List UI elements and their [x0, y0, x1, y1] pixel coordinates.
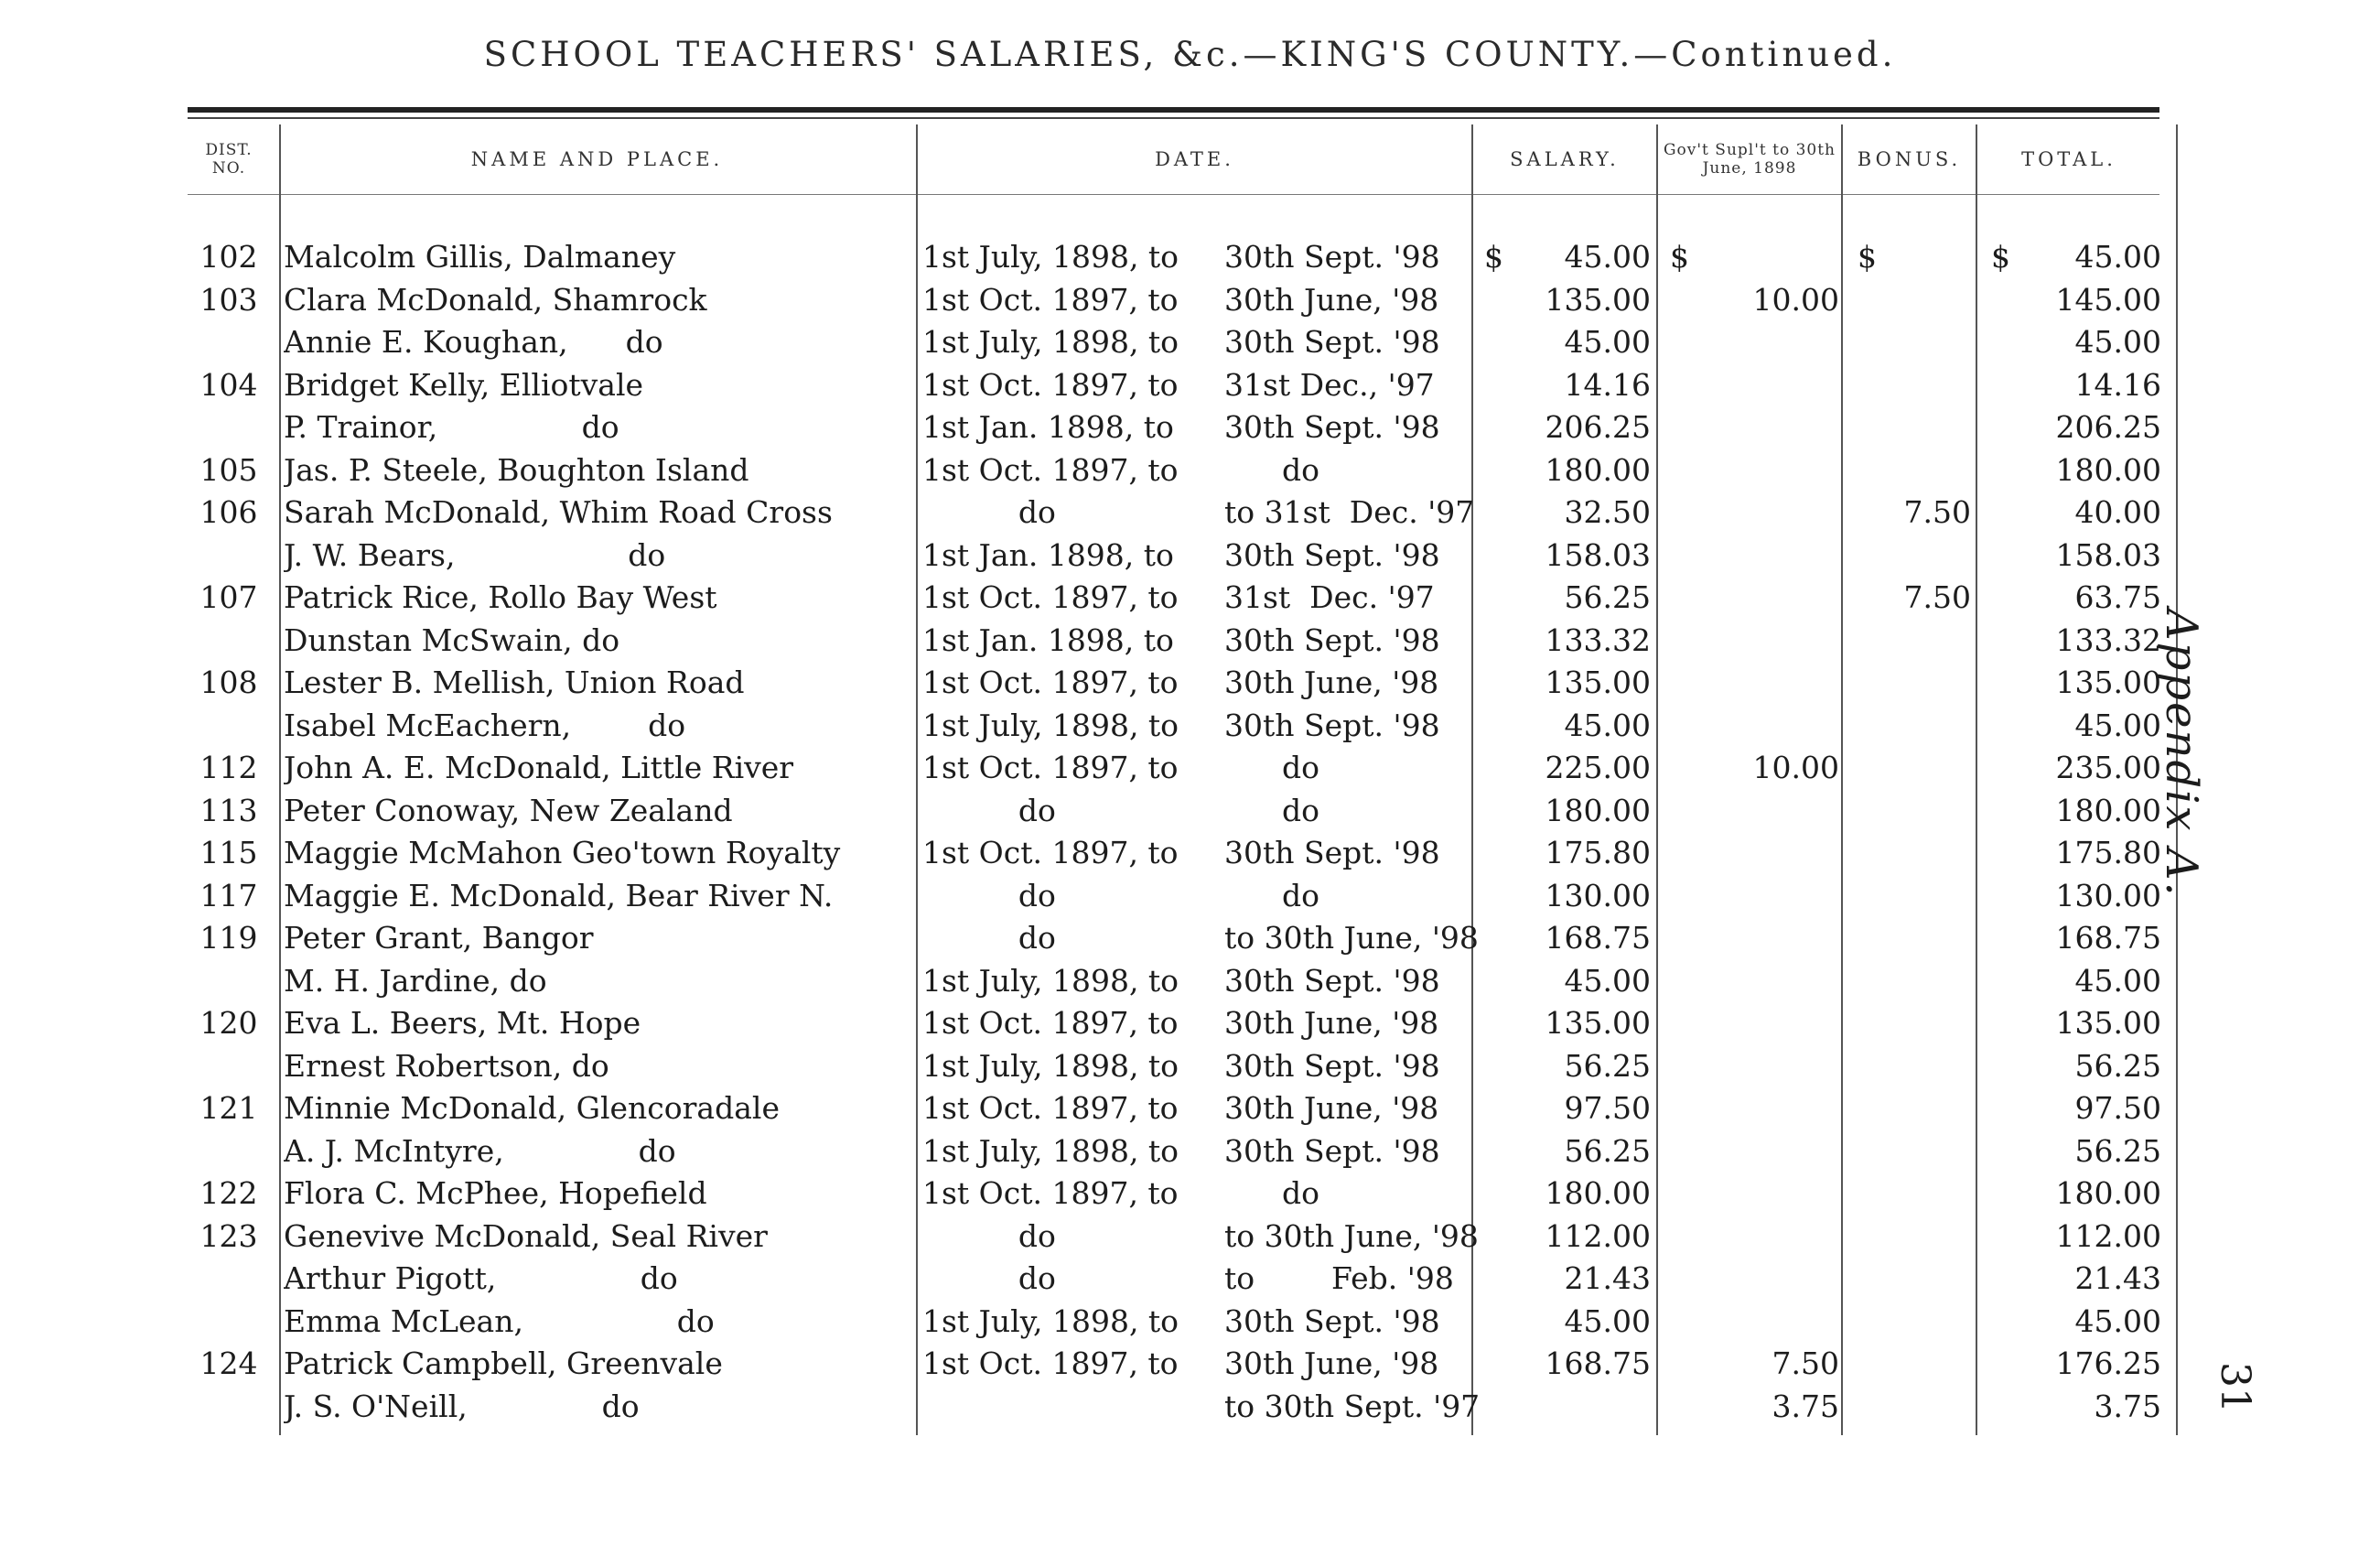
teacher-name-place: Jas. P. Steele, Boughton Island [284, 451, 749, 488]
date-part: 1st Oct. 1897, to [922, 665, 1179, 700]
table-row [0, 1343, 2380, 1386]
salary-value: 56.25 [1564, 1047, 1651, 1084]
total-value: 45.00 [2074, 324, 2161, 360]
total-value: 145.00 [2055, 281, 2161, 318]
date-part: 1st Jan. 1898, to [922, 536, 1174, 573]
date-part: 1st Oct. 1897, to [922, 1005, 1179, 1041]
salary-value: 180.00 [1545, 792, 1651, 828]
teacher-name-place: Annie E. Koughan, do [284, 324, 663, 360]
total-value: 45.00 [2074, 1302, 2161, 1339]
date-part: 30th Sept. '98 [1224, 621, 1440, 658]
teacher-name-place: Maggie McMahon Geo'town Royalty [284, 835, 841, 870]
total-value: 235.00 [2055, 750, 2161, 785]
date-part: 1st Oct. 1897, to [922, 1090, 1179, 1126]
total-value: 130.00 [2055, 877, 2161, 913]
table-row [0, 236, 2380, 279]
table-row [0, 1045, 2380, 1088]
teacher-name-place: Ernest Robertson, do [284, 1047, 609, 1084]
date-part: 1st July, 1898, to [922, 1132, 1179, 1169]
teacher-name-place: Maggie E. McDonald, Bear River N. [284, 877, 834, 913]
salary-value: 56.25 [1564, 1132, 1651, 1169]
teacher-name-place: Lester B. Mellish, Union Road [284, 665, 745, 700]
teacher-name-place: Eva L. Beers, Mt. Hope [284, 1005, 641, 1041]
teacher-name-place: Peter Conoway, New Zealand [284, 792, 733, 828]
date-part: 1st July, 1898, to [922, 962, 1179, 999]
table-row [0, 917, 2380, 960]
date-part: 30th Sept. '98 [1224, 962, 1440, 999]
salary-value: 133.32 [1545, 621, 1651, 658]
header-govt: Gov't Supl't to 30th June, 1898 [1663, 141, 1836, 178]
salary-value: 206.25 [1545, 409, 1651, 445]
date-part: to 30th Sept. '97 [1224, 1388, 1481, 1424]
salary-value: 135.00 [1545, 1005, 1651, 1041]
salary-value: 168.75 [1545, 1345, 1651, 1381]
date-part: 30th Sept. '98 [1224, 324, 1440, 360]
salary-value: 175.80 [1545, 835, 1651, 870]
date-part: 1st July, 1898, to [922, 1302, 1179, 1339]
total-value: 45.00 [2074, 239, 2161, 275]
teacher-name-place: John A. E. McDonald, Little River [284, 750, 794, 785]
total-value: 175.80 [2055, 835, 2161, 870]
table-row [0, 1172, 2380, 1216]
dist-number: 120 [199, 1005, 258, 1041]
date-part: do [1224, 792, 1319, 828]
total-value: 112.00 [2055, 1217, 2161, 1254]
teacher-name-place: Dunstan McSwain, do [284, 621, 620, 658]
dist-number: 107 [199, 579, 258, 615]
salary-value: 180.00 [1545, 451, 1651, 488]
govt-supplement-value: 10.00 [1752, 281, 1839, 318]
table-row [0, 1301, 2380, 1344]
table-row [0, 321, 2380, 364]
dollar-sign: $ [1858, 239, 1877, 275]
date-part: 30th Sept. '98 [1224, 536, 1440, 573]
total-value: 63.75 [2074, 579, 2161, 615]
total-value: 180.00 [2055, 792, 2161, 828]
dollar-sign: $ [1670, 239, 1689, 275]
table-row [0, 1002, 2380, 1045]
teacher-name-place: Clara McDonald, Shamrock [284, 281, 707, 318]
dist-number: 108 [199, 665, 258, 700]
total-value: 133.32 [2055, 621, 2161, 658]
page-number: 31 [2212, 1362, 2258, 1413]
total-value: 135.00 [2055, 665, 2161, 700]
dollar-sign: $ [1991, 239, 2010, 275]
dist-number: 123 [199, 1217, 258, 1254]
dist-number: 117 [199, 877, 258, 913]
teacher-name-place: Flora C. McPhee, Hopefield [284, 1175, 707, 1211]
table-row [0, 662, 2380, 705]
salary-value: 130.00 [1545, 877, 1651, 913]
bonus-value: 7.50 [1903, 494, 1971, 530]
date-part: 30th June, '98 [1224, 1345, 1439, 1381]
salary-value: 45.00 [1564, 962, 1651, 999]
date-part: 1st Oct. 1897, to [922, 451, 1179, 488]
salary-value: 97.50 [1564, 1090, 1651, 1126]
teacher-name-place: Sarah McDonald, Whim Road Cross [284, 494, 833, 530]
top-rule-thin [188, 117, 2159, 119]
table-row [0, 449, 2380, 492]
dist-number: 102 [199, 239, 258, 275]
teacher-name-place: A. J. McIntyre, do [284, 1132, 676, 1169]
header-salary: SALARY. [1510, 148, 1620, 170]
table-row [0, 705, 2380, 748]
govt-supplement-value: 7.50 [1772, 1345, 1839, 1381]
date-part: 30th June, '98 [1224, 281, 1439, 318]
header-rule [188, 194, 2159, 195]
total-value: 176.25 [2055, 1345, 2161, 1381]
total-value: 56.25 [2074, 1047, 2161, 1084]
dollar-sign: $ [1484, 239, 1503, 275]
teacher-name-place: J. W. Bears, do [284, 536, 666, 573]
table-row [0, 577, 2380, 620]
date-part: 1st Oct. 1897, to [922, 579, 1179, 615]
date-part: 1st July, 1898, to [922, 239, 1179, 275]
teacher-name-place: Patrick Rice, Rollo Bay West [284, 579, 717, 615]
table-row [0, 1258, 2380, 1301]
total-value: 45.00 [2074, 962, 2161, 999]
teacher-name-place: M. H. Jardine, do [284, 962, 547, 999]
salary-value: 45.00 [1564, 1302, 1651, 1339]
table-row [0, 1130, 2380, 1173]
date-part: do [1224, 1175, 1319, 1211]
date-part: do [1224, 877, 1319, 913]
date-part: 30th Sept. '98 [1224, 835, 1440, 870]
teacher-name-place: Emma McLean, do [284, 1302, 715, 1339]
date-part: 1st Oct. 1897, to [922, 750, 1179, 785]
date-part: do [922, 1260, 1056, 1296]
header-date: DATE. [1155, 148, 1234, 170]
table-row [0, 960, 2380, 1003]
dist-number: 112 [199, 750, 258, 785]
date-part: 30th June, '98 [1224, 1005, 1439, 1041]
top-rule [188, 107, 2159, 113]
date-part: to 30th June, '98 [1224, 920, 1479, 956]
date-part: 30th Sept. '98 [1224, 1302, 1440, 1339]
header-name: NAME AND PLACE. [470, 148, 724, 170]
total-value: 21.43 [2074, 1260, 2161, 1296]
total-value: 56.25 [2074, 1132, 2161, 1169]
teacher-name-place: Genevive McDonald, Seal River [284, 1217, 768, 1254]
table-row [0, 279, 2380, 322]
date-part: do [922, 792, 1056, 828]
date-part: 1st Oct. 1897, to [922, 1175, 1179, 1211]
salary-value: 112.00 [1545, 1217, 1651, 1254]
date-part: do [1224, 451, 1319, 488]
salary-value: 135.00 [1545, 281, 1651, 318]
date-part: 1st Oct. 1897, to [922, 366, 1179, 403]
date-part: to 30th June, '98 [1224, 1217, 1479, 1254]
total-value: 40.00 [2074, 494, 2161, 530]
date-part: 1st Oct. 1897, to [922, 835, 1179, 870]
table-row [0, 620, 2380, 663]
table-row [0, 747, 2380, 790]
table-row [0, 1386, 2380, 1429]
date-part: 1st July, 1898, to [922, 707, 1179, 743]
salary-value: 32.50 [1564, 494, 1651, 530]
dist-number: 103 [199, 281, 258, 318]
dist-number: 119 [199, 920, 258, 956]
salary-value: 14.16 [1564, 366, 1651, 403]
page-title: SCHOOL TEACHERS' SALARIES, &c.—KING'S COUNTY.—Continued. [483, 35, 1897, 74]
date-part: 1st July, 1898, to [922, 1047, 1179, 1084]
govt-supplement-value: 3.75 [1772, 1388, 1839, 1424]
salary-value: 168.75 [1545, 920, 1651, 956]
dist-number: 106 [199, 494, 258, 530]
salary-value: 158.03 [1545, 536, 1651, 573]
total-value: 45.00 [2074, 707, 2161, 743]
date-part: do [1224, 750, 1319, 785]
table-row [0, 364, 2380, 407]
date-part: 1st Jan. 1898, to [922, 621, 1174, 658]
total-value: 158.03 [2055, 536, 2161, 573]
dist-number: 115 [199, 835, 258, 870]
total-value: 97.50 [2074, 1090, 2161, 1126]
date-part: do [922, 877, 1056, 913]
date-part: 1st Oct. 1897, to [922, 1345, 1179, 1381]
teacher-name-place: P. Trainor, do [284, 409, 619, 445]
table-row [0, 1216, 2380, 1259]
dist-number: 122 [199, 1175, 258, 1211]
date-part: to Feb. '98 [1224, 1260, 1454, 1296]
total-value: 3.75 [2094, 1388, 2161, 1424]
date-part: 30th Sept. '98 [1224, 409, 1440, 445]
bonus-value: 7.50 [1903, 579, 1971, 615]
salary-value: 21.43 [1564, 1260, 1651, 1296]
date-part: 30th June, '98 [1224, 665, 1439, 700]
total-value: 168.75 [2055, 920, 2161, 956]
dist-number: 124 [199, 1345, 258, 1381]
teacher-name-place: Minnie McDonald, Glencoradale [284, 1090, 780, 1126]
teacher-name-place: Patrick Campbell, Greenvale [284, 1345, 723, 1381]
date-part: 30th June, '98 [1224, 1090, 1439, 1126]
table-row [0, 535, 2380, 578]
header-dist: DIST. NO. [205, 141, 253, 178]
salary-value: 135.00 [1545, 665, 1651, 700]
salary-value: 45.00 [1564, 239, 1651, 275]
teacher-name-place: J. S. O'Neill, do [284, 1388, 640, 1424]
teacher-name-place: Arthur Pigott, do [284, 1260, 678, 1296]
table-row [0, 790, 2380, 833]
table-row [0, 1087, 2380, 1130]
salary-value: 225.00 [1545, 750, 1651, 785]
table-row [0, 406, 2380, 449]
header-bonus: BONUS. [1857, 148, 1962, 170]
side-label: Appendix A. [2156, 609, 2207, 898]
dist-number: 105 [199, 451, 258, 488]
salary-value: 45.00 [1564, 707, 1651, 743]
teacher-name-place: Isabel McEachern, do [284, 707, 686, 743]
total-value: 206.25 [2055, 409, 2161, 445]
total-value: 14.16 [2074, 366, 2161, 403]
table-row [0, 492, 2380, 535]
date-part: do [922, 1217, 1056, 1254]
date-part: 30th Sept. '98 [1224, 1132, 1440, 1169]
date-part: 1st July, 1898, to [922, 324, 1179, 360]
header-total: TOTAL. [2021, 148, 2116, 170]
total-value: 180.00 [2055, 451, 2161, 488]
date-part: 31st Dec. '97 [1224, 579, 1435, 615]
table-row [0, 832, 2380, 875]
salary-value: 45.00 [1564, 324, 1651, 360]
salary-value: 56.25 [1564, 579, 1651, 615]
date-part: 31st Dec., '97 [1224, 366, 1435, 403]
salary-value: 180.00 [1545, 1175, 1651, 1211]
total-value: 135.00 [2055, 1005, 2161, 1041]
table-row [0, 875, 2380, 918]
dist-number: 104 [199, 366, 258, 403]
govt-supplement-value: 10.00 [1752, 750, 1839, 785]
date-part: 1st Oct. 1897, to [922, 281, 1179, 318]
teacher-name-place: Malcolm Gillis, Dalmaney [284, 239, 676, 275]
date-part: 30th Sept. '98 [1224, 707, 1440, 743]
date-part: do [922, 494, 1056, 530]
date-part: 30th Sept. '98 [1224, 239, 1440, 275]
teacher-name-place: Peter Grant, Bangor [284, 920, 594, 956]
teacher-name-place: Bridget Kelly, Elliotvale [284, 366, 644, 403]
total-value: 180.00 [2055, 1175, 2161, 1211]
date-part: 1st Jan. 1898, to [922, 409, 1174, 445]
dist-number: 113 [199, 792, 258, 828]
date-part: do [922, 920, 1056, 956]
dist-number: 121 [199, 1090, 258, 1126]
date-part: 30th Sept. '98 [1224, 1047, 1440, 1084]
date-part: to 31st Dec. '97 [1224, 494, 1475, 530]
